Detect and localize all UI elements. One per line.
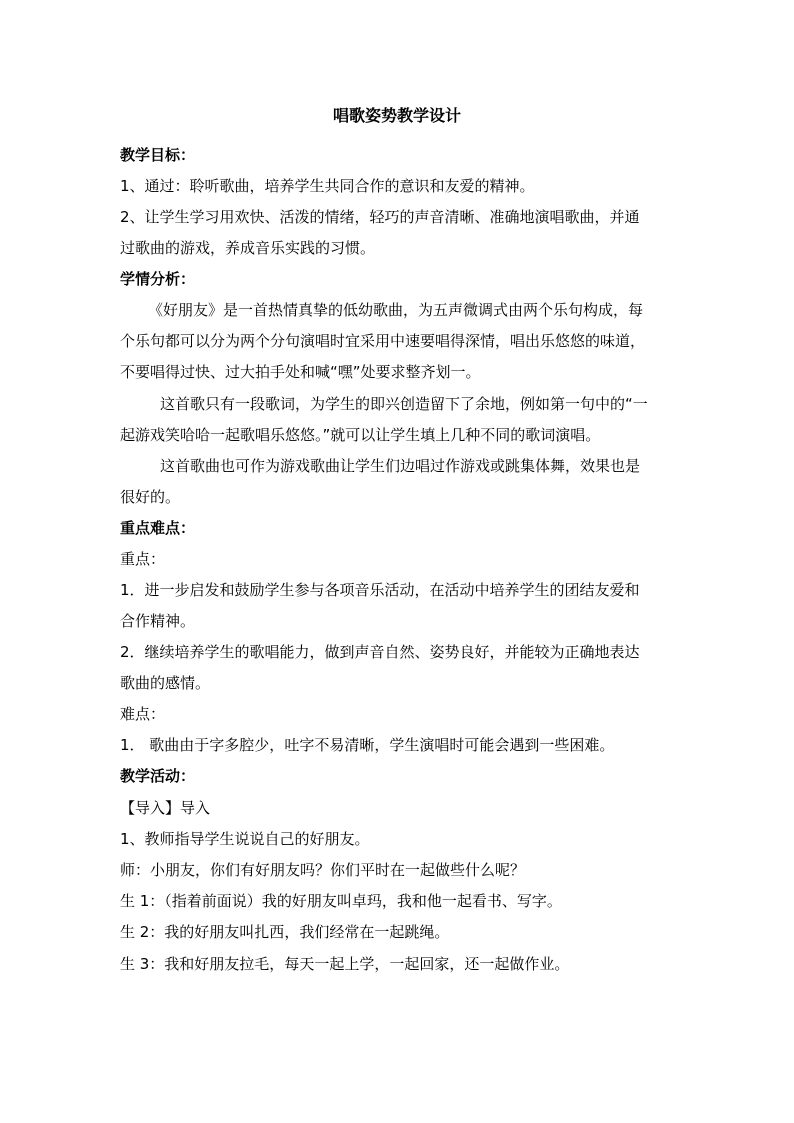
goal-item-2-cont: 过歌曲的游戏，养成音乐实践的习惯。	[120, 239, 376, 257]
section-intro: 【导入】导入	[120, 799, 211, 817]
heading-learner-analysis: 学情分析：	[120, 270, 196, 288]
paragraph-line: 不要唱得过快、过大拍手处和喊“嘿”处要求整齐划一。	[120, 363, 481, 381]
paragraph-line: 这首歌曲也可作为游戏歌曲让学生们边唱过作游戏或跳集体舞，效果也是	[160, 457, 641, 475]
paragraph-line: 起游戏笑哈哈一起歌唱乐悠悠。”就可以让学生填上几种不同的歌词演唱。	[120, 426, 601, 444]
dialogue-student-2: 生 2：我的好朋友叫扎西，我们经常在一起跳绳。	[120, 923, 450, 941]
dialogue-student-1: 生 1：（指着前面说）我的好朋友叫卓玛，我和他一起看书、写字。	[120, 892, 562, 910]
heading-teaching-activities: 教学活动：	[120, 767, 196, 785]
key-point-2: 2．继续培养学生的歌唱能力，做到声音自然、姿势良好，并能较为正确地表达	[120, 643, 640, 661]
heading-teaching-goals: 教学目标：	[120, 146, 196, 164]
paragraph-line: 个乐句都可以分为两个分句演唱时宜采用中速要唱得深情，唱出乐悠悠的味道，	[120, 332, 646, 350]
subheading-difficult-points: 难点：	[120, 705, 166, 723]
difficult-point-1: 1． 歌曲由于字多腔少，吐字不易清晰，学生演唱时可能会遇到一些困难。	[120, 736, 615, 754]
heading-key-difficult-points: 重点难点：	[120, 519, 196, 537]
key-point-1: 1．进一步启发和鼓励学生参与各项音乐活动，在活动中培养学生的团结友爱和	[120, 581, 640, 599]
dialogue-teacher: 师：小朋友，你们有好朋友吗？你们平时在一起做些什么呢？	[120, 861, 526, 879]
goal-item-1: 1、通过：聆听歌曲，培养学生共同合作的意识和友爱的精神。	[120, 177, 535, 195]
paragraph-line: 这首歌只有一段歌词，为学生的即兴创造留下了余地，例如第一句中的“一	[160, 395, 648, 413]
goal-item-2: 2、让学生学习用欢快、活泼的情绪，轻巧的声音清晰、准确地演唱歌曲，并通	[120, 208, 640, 226]
key-point-1-cont: 合作精神。	[120, 612, 196, 630]
activity-step-1: 1、教师指导学生说说自己的好朋友。	[120, 830, 370, 848]
page-title: 唱歌姿势教学设计	[332, 106, 461, 125]
subheading-key-points: 重点：	[120, 550, 166, 568]
paragraph-line: 《好朋友》是一首热情真挚的低幼歌曲，为五声微调式由两个乐句构成，每	[148, 301, 644, 319]
paragraph-line: 很好的。	[120, 488, 181, 506]
dialogue-student-3: 生 3：我和好朋友拉毛，每天一起上学，一起回家，还一起做作业。	[120, 955, 570, 973]
key-point-2-cont: 歌曲的感情。	[120, 674, 211, 692]
